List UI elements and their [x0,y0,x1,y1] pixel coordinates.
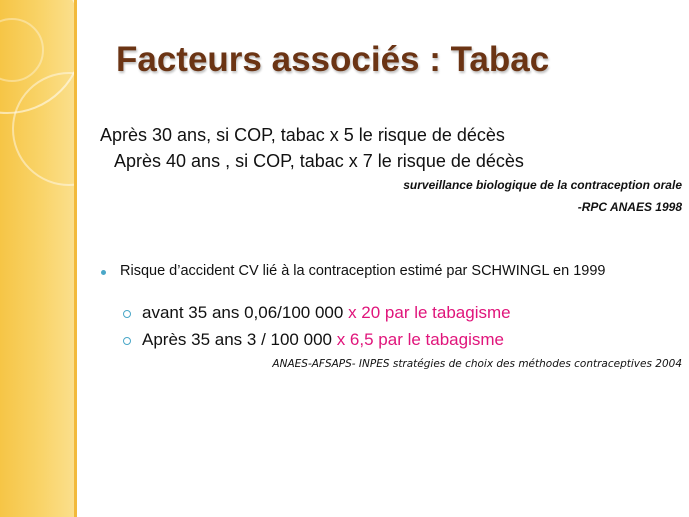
sub-item-highlight: x 6,5 par le tabagisme [336,330,504,349]
sub-item-2 [142,330,504,350]
bullet-icon [101,270,106,275]
sub-item-highlight: x 20 par le tabagisme [348,303,511,322]
reference-line-2: -RPC ANAES 1998 [577,200,682,214]
sub-item-label: avant 35 ans 0,06/100 000 [142,303,349,322]
sub-bullet-icon [123,310,131,318]
reference-line-1: surveillance biologique de la contraception orale [403,178,682,192]
statement-line-1: Après 30 ans, si COP, tabac x 5 le risque de décès [100,125,505,145]
decorative-side-band [0,0,77,517]
band-edge [74,0,77,517]
sub-item-label: Après 35 ans 3 / 100 000 [142,330,337,349]
source-citation: ANAES-AFSAPS- INPES stratégies de choix des méthodes contraceptives 2004 [272,358,682,370]
slide-title: Facteurs associés : Tabac [116,40,550,79]
statement-line-2: Après 40 ans , si COP, tabac x 7 le risque de décès [114,151,524,171]
sub-item-1 [142,303,511,323]
sub-bullet-icon [123,337,131,345]
bullet-text: Risque d’accident CV lié à la contraception estimé par SCHWINGL en 1999 [120,263,606,279]
